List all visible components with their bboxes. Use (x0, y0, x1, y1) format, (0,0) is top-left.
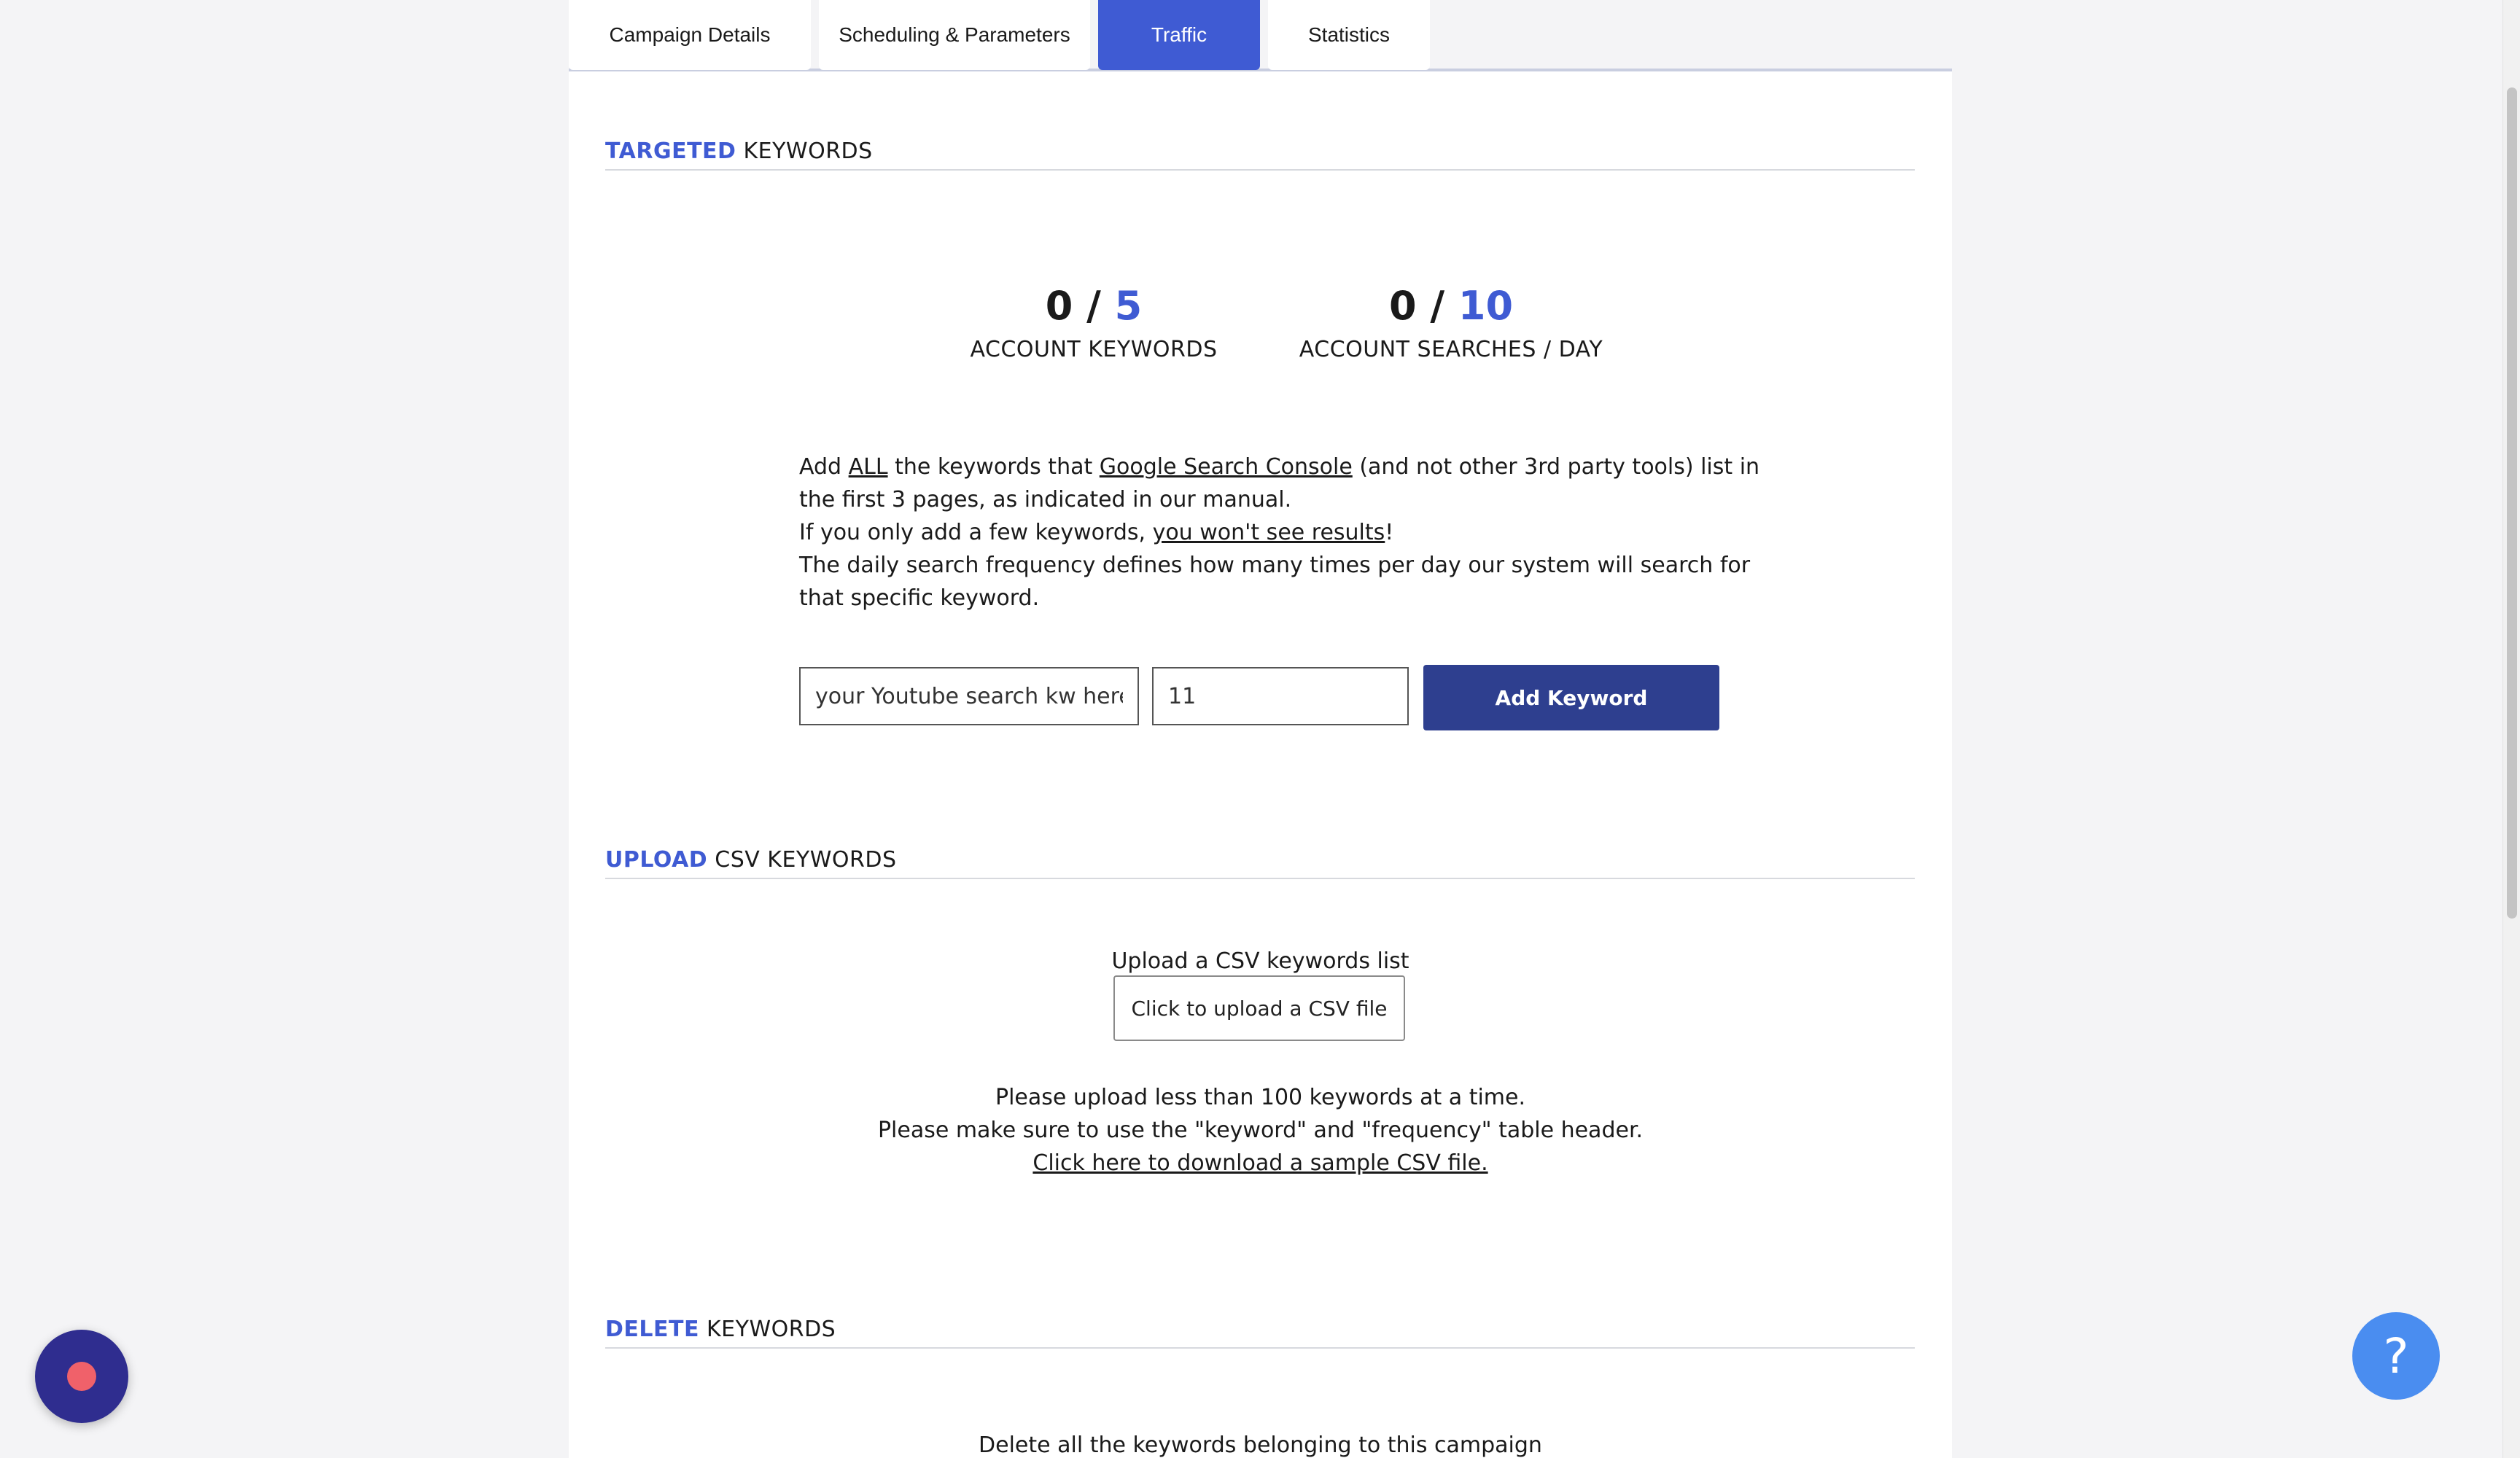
upload-notes (569, 1081, 1952, 1180)
add-keyword-button[interactable]: Add Keyword (1423, 665, 1719, 730)
searches-used: 0 (1388, 283, 1417, 329)
keywords-max: 5 (1114, 283, 1143, 329)
tab-scheduling-parameters[interactable]: Scheduling & Parameters (819, 0, 1090, 70)
searches-max: 10 (1458, 283, 1514, 329)
scroll-thumb[interactable] (2507, 87, 2517, 919)
account-keywords-label: ACCOUNT KEYWORDS (970, 337, 1218, 362)
account-searches-counter: 0 / 10 ACCOUNT SEARCHES / DAY (1291, 283, 1611, 362)
traffic-panel (569, 71, 1952, 1458)
delete-keywords-title: DELETE KEYWORDS (605, 1317, 1915, 1349)
tab-bar (569, 0, 1952, 71)
upload-csv-title: UPLOAD CSV KEYWORDS (605, 847, 1915, 879)
upload-note-header: Please make sure to use the "keyword" and "frequency" table header. (877, 1118, 1644, 1143)
account-searches-label: ACCOUNT SEARCHES / DAY (1299, 337, 1603, 362)
page-scrollbar[interactable] (2502, 0, 2520, 1458)
delete-description: Delete all the keywords belonging to this campaign (979, 1432, 1542, 1458)
tab-statistics[interactable]: Statistics (1268, 0, 1430, 70)
record-button[interactable] (35, 1330, 128, 1423)
keyword-input[interactable] (799, 667, 1139, 725)
upload-heading: Upload a CSV keywords list (1111, 948, 1409, 974)
frequency-input[interactable] (1152, 667, 1409, 725)
google-search-console-link[interactable]: Google Search Console (1099, 454, 1353, 480)
tab-traffic[interactable]: Traffic (1098, 0, 1260, 70)
download-sample-csv-link[interactable]: Click here to download a sample CSV file. (1032, 1150, 1488, 1176)
tab-campaign-details[interactable]: Campaign Details (569, 0, 811, 70)
all-emphasis: ALL (848, 454, 888, 480)
question-mark-icon: ? (2383, 1328, 2409, 1384)
targeted-keywords-title: TARGETED KEYWORDS (605, 139, 1915, 171)
keyword-instructions: Add ALL the keywords that Google Search Console (and not other 3rd party tools) list in the first 3 pages, as indicated in our manual. If you only add a few keywords, you won't see results! The daily search frequency defines how many times per day our system will search for that specific keyword. (799, 454, 1760, 611)
upload-csv-button[interactable]: Click to upload a CSV file (1113, 975, 1405, 1041)
upload-note-limit: Please upload less than 100 keywords at a time. (995, 1085, 1526, 1110)
wont-see-results-link[interactable]: you won't see results (1152, 520, 1385, 545)
keywords-used: 0 (1045, 283, 1073, 329)
account-keywords-counter: 0 / 5 ACCOUNT KEYWORDS (933, 283, 1254, 362)
record-dot-icon (67, 1362, 96, 1391)
help-button[interactable] (2352, 1312, 2440, 1400)
